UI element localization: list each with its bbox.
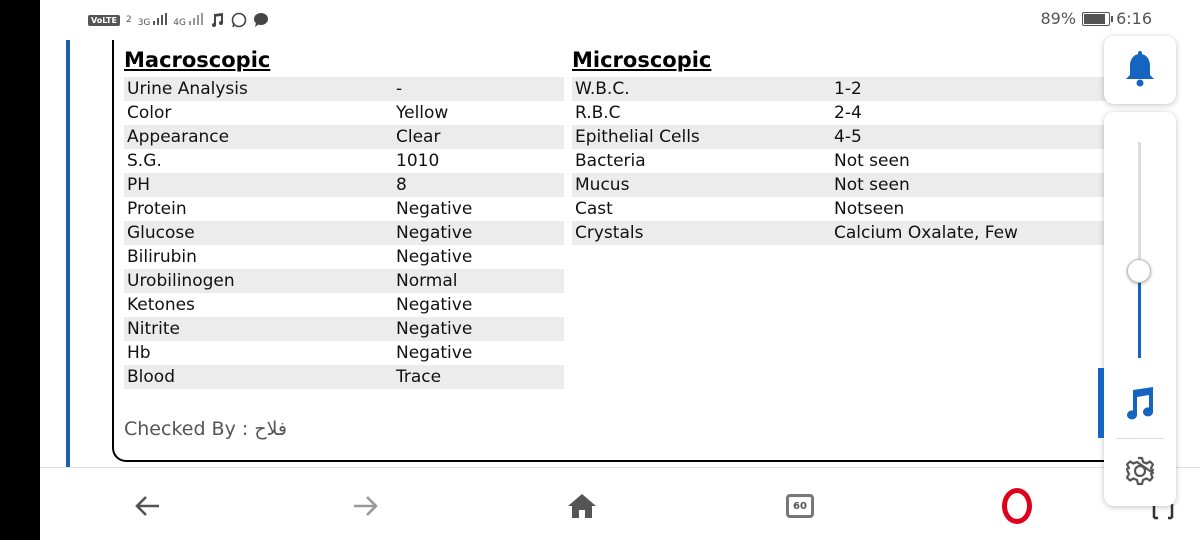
forward-button[interactable] [345,486,385,526]
macroscopic-test-name: Glucose [127,223,195,243]
microscopic-row [572,149,1112,173]
macroscopic-row [124,149,564,173]
music-note-icon[interactable] [1124,386,1156,422]
checked-by-label: Checked By : فلاح [124,418,288,440]
microscopic-row [572,221,1112,245]
ringer-mode-panel[interactable] [1104,36,1176,104]
status-icons-right [1041,9,1153,28]
web-page-content [40,40,1140,467]
microscopic-test-name: Bacteria [575,151,646,171]
macroscopic-test-name: Urine Analysis [127,79,248,99]
macroscopic-test-name: Blood [127,367,175,387]
home-button[interactable] [562,486,602,526]
microscopic-test-value: Not seen [834,175,910,195]
macroscopic-test-value: Normal [396,271,458,291]
status-icons-left [88,10,269,30]
microscopic-row [572,197,1112,221]
volume-slider-fill [1138,272,1141,358]
macroscopic-test-name: PH [127,175,151,195]
clock: 6:16 [1116,9,1152,28]
macroscopic-test-value: Negative [396,319,473,339]
macroscopic-row [124,173,564,197]
forward-arrow-icon [352,495,378,517]
macroscopic-row [124,245,564,269]
macroscopic-row [124,197,564,221]
whatsapp-icon [231,12,247,28]
battery-percent: 89% [1040,9,1077,28]
macroscopic-table [124,77,564,389]
settings-gear-icon[interactable] [1125,456,1155,486]
macroscopic-test-value: 8 [396,175,407,195]
opera-menu-button[interactable] [997,486,1037,526]
music-notification-icon [209,12,225,28]
macroscopic-row [124,101,564,125]
microscopic-test-name: W.B.C. [575,79,630,99]
microscopic-row [572,77,1112,101]
microscopic-test-name: Epithelial Cells [575,127,700,147]
microscopic-test-value: 4-5 [834,127,862,147]
microscopic-test-value: Calcium Oxalate, Few [834,223,1018,243]
signal-4g-icon [173,13,203,28]
tabs-icon: 60 [786,494,814,518]
macroscopic-test-value: 1010 [396,151,440,171]
microscopic-heading: Microscopic [572,48,712,72]
macroscopic-test-name: Urobilinogen [127,271,235,291]
macroscopic-test-name: Bilirubin [127,247,197,267]
volume-slider-track[interactable] [1138,142,1141,272]
macroscopic-test-value: Negative [396,199,473,219]
macroscopic-test-value: Negative [396,343,473,363]
left-letterbox [0,0,40,540]
macroscopic-heading: Macroscopic [124,48,271,72]
home-icon [567,493,597,519]
status-bar [40,0,1200,40]
fullscreen-corner-icon[interactable] [1152,504,1174,520]
battery-icon [1082,12,1110,26]
signal-3g-icon [138,13,168,28]
left-accent-border [66,40,70,467]
macroscopic-test-value: Negative [396,295,473,315]
macroscopic-test-name: Color [127,103,172,123]
volte-icon: VoLTE [88,15,120,26]
active-stream-indicator [1098,368,1104,438]
microscopic-row [572,101,1112,125]
macroscopic-row [124,317,564,341]
microscopic-row [572,125,1112,149]
sim-indicator: 2 [125,15,132,25]
macroscopic-row [124,221,564,245]
microscopic-row [572,173,1112,197]
macroscopic-test-name: Protein [127,199,187,219]
macroscopic-row [124,365,564,389]
microscopic-test-name: Crystals [575,223,644,243]
bell-icon[interactable] [1124,51,1156,87]
tabs-button[interactable] [780,486,820,526]
macroscopic-test-value: Negative [396,247,473,267]
microscopic-test-value: 2-4 [834,103,862,123]
back-arrow-icon [135,495,161,517]
macroscopic-row [124,269,564,293]
macroscopic-test-name: S.G. [127,151,162,171]
microscopic-test-value: Not seen [834,151,910,171]
network-3g-label: 3G [137,17,151,28]
opera-icon [1002,488,1032,524]
macroscopic-row [124,293,564,317]
macroscopic-row [124,125,564,149]
macroscopic-test-value: Yellow [396,103,449,123]
microscopic-test-value: 1-2 [834,79,862,99]
macroscopic-row [124,77,564,101]
microscopic-test-name: R.B.C [575,103,621,123]
macroscopic-test-value: Trace [396,367,442,387]
macroscopic-test-value: Negative [396,223,473,243]
browser-nav-bar [40,467,1200,541]
microscopic-table [572,77,1112,245]
back-button[interactable] [128,486,168,526]
macroscopic-test-value: - [396,79,403,99]
message-icon [253,12,269,28]
macroscopic-test-name: Hb [127,343,151,363]
microscopic-test-name: Mucus [575,175,630,195]
macroscopic-test-name: Appearance [127,127,230,147]
volume-slider-thumb[interactable] [1127,259,1151,283]
panel-divider [1116,438,1164,439]
volume-panel [1104,112,1176,506]
network-4g-label: 4G [173,17,186,28]
lab-report-card [112,40,1140,462]
macroscopic-test-value: Clear [396,127,441,147]
macroscopic-test-name: Nitrite [127,319,180,339]
microscopic-test-value: Notseen [834,199,905,219]
microscopic-test-name: Cast [575,199,613,219]
macroscopic-test-name: Ketones [127,295,195,315]
macroscopic-row [124,341,564,365]
